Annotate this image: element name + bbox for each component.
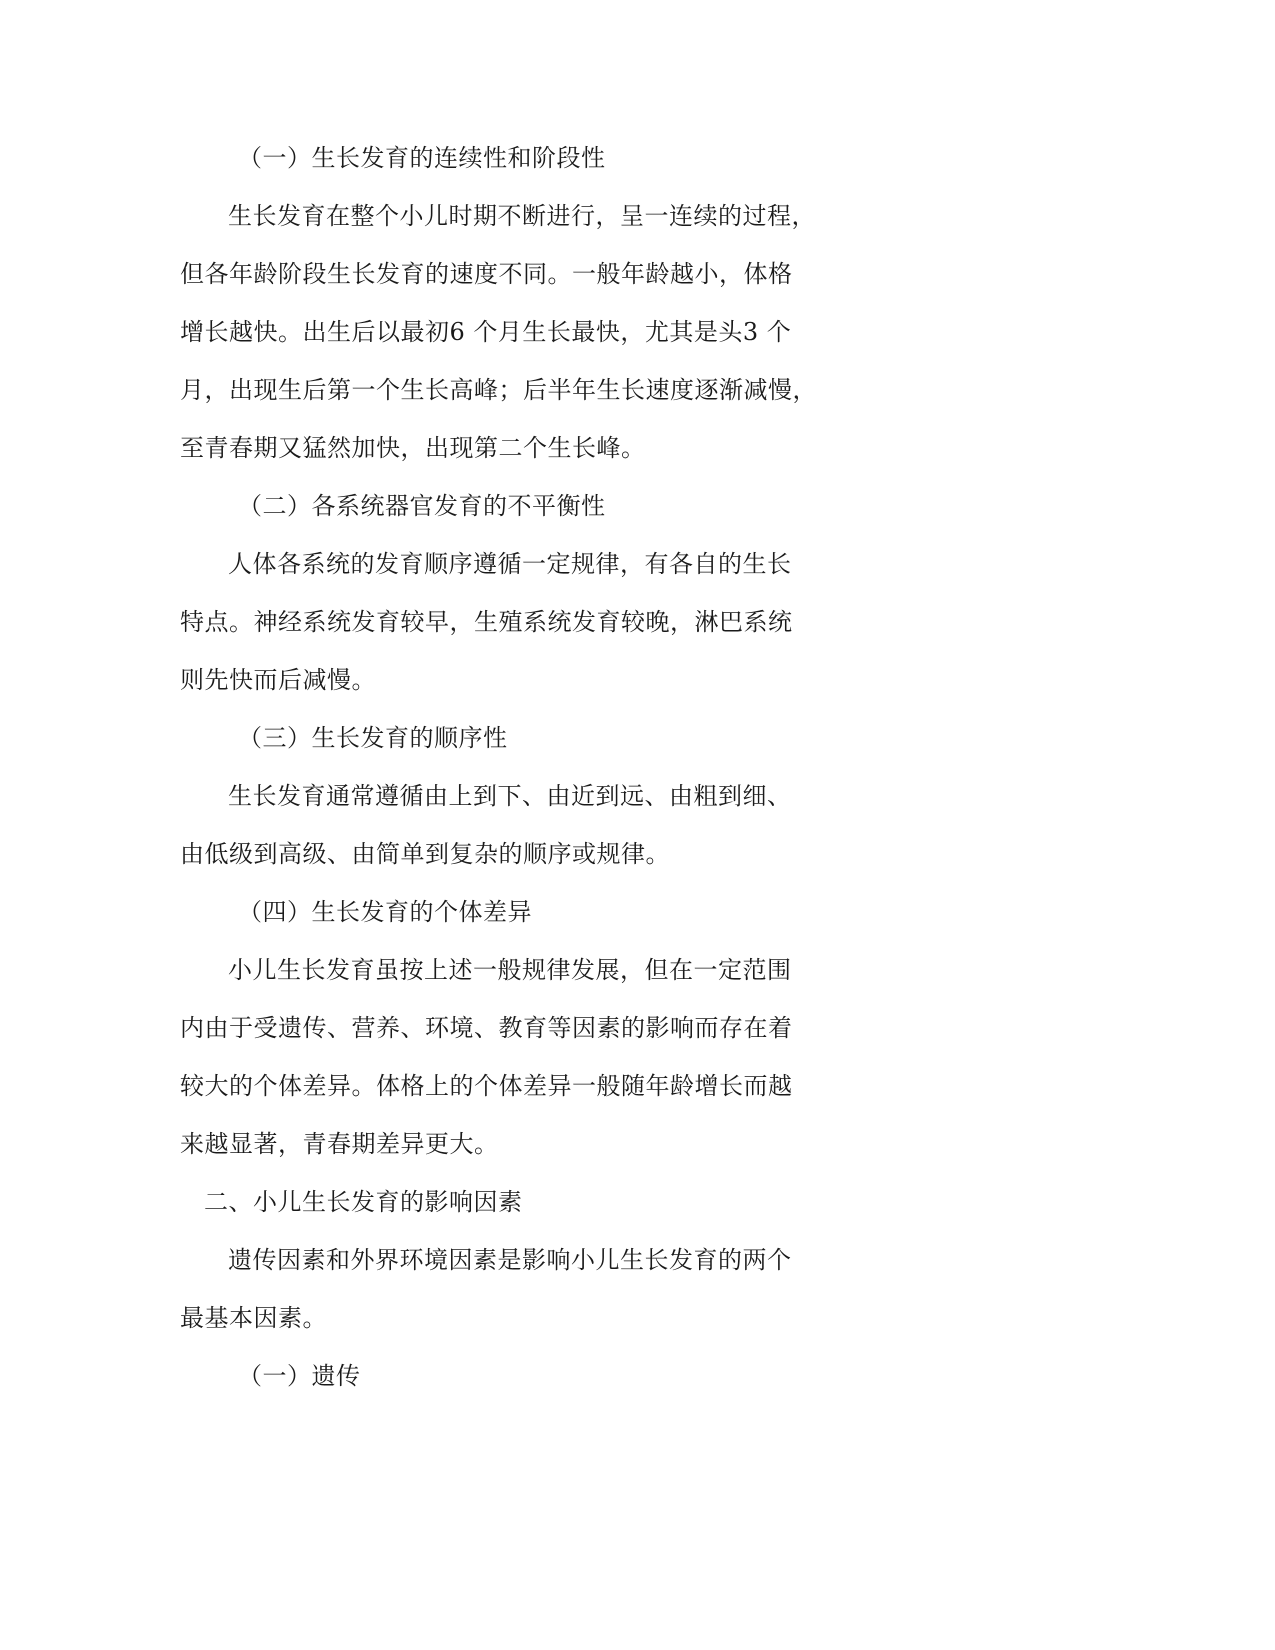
subheading-sequence: （三）生长发育的顺序性 [238,724,508,752]
subheading-imbalance: （二）各系统器官发育的不平衡性 [238,492,606,520]
paragraph-line: 遗传因素和外界环境因素是影响小儿生长发育的两个 [228,1246,792,1274]
paragraph-line: 生长发育通常遵循由上到下、由近到远、由粗到细、 [228,782,792,810]
subheading-heredity: （一）遗传 [238,1362,361,1390]
paragraph-line: 人体各系统的发育顺序遵循一定规律，有各自的生长 [228,550,792,578]
paragraph-line: 但各年龄阶段生长发育的速度不同。一般年龄越小，体格 [180,260,793,288]
subheading-continuity: （一）生长发育的连续性和阶段性 [238,144,606,172]
paragraph-line: 增长越快。出生后以最初6 个月生长最快，尤其是头3 个 [180,318,792,346]
paragraph-line: 则先快而后减慢。 [180,666,376,694]
paragraph-line: 生长发育在整个小儿时期不断进行，呈一连续的过程， [228,202,816,230]
section-heading-influencing-factors: 二、小儿生长发育的影响因素 [204,1188,523,1216]
paragraph-line: 至青春期又猛然加快，出现第二个生长峰。 [180,434,646,462]
paragraph-line: 较大的个体差异。体格上的个体差异一般随年龄增长而越 [180,1072,793,1100]
paragraph-line: 由低级到高级、由简单到复杂的顺序或规律。 [180,840,670,868]
paragraph-line: 最基本因素。 [180,1304,327,1332]
subheading-individual-differences: （四）生长发育的个体差异 [238,898,532,926]
paragraph-line: 小儿生长发育虽按上述一般规律发展，但在一定范围 [228,956,792,984]
paragraph-line: 月，出现生后第一个生长高峰；后半年生长速度逐渐减慢， [180,376,817,404]
paragraph-line: 特点。神经系统发育较早，生殖系统发育较晚，淋巴系统 [180,608,793,636]
paragraph-line: 来越显著，青春期差异更大。 [180,1130,499,1158]
paragraph-line: 内由于受遗传、营养、环境、教育等因素的影响而存在着 [180,1014,793,1042]
